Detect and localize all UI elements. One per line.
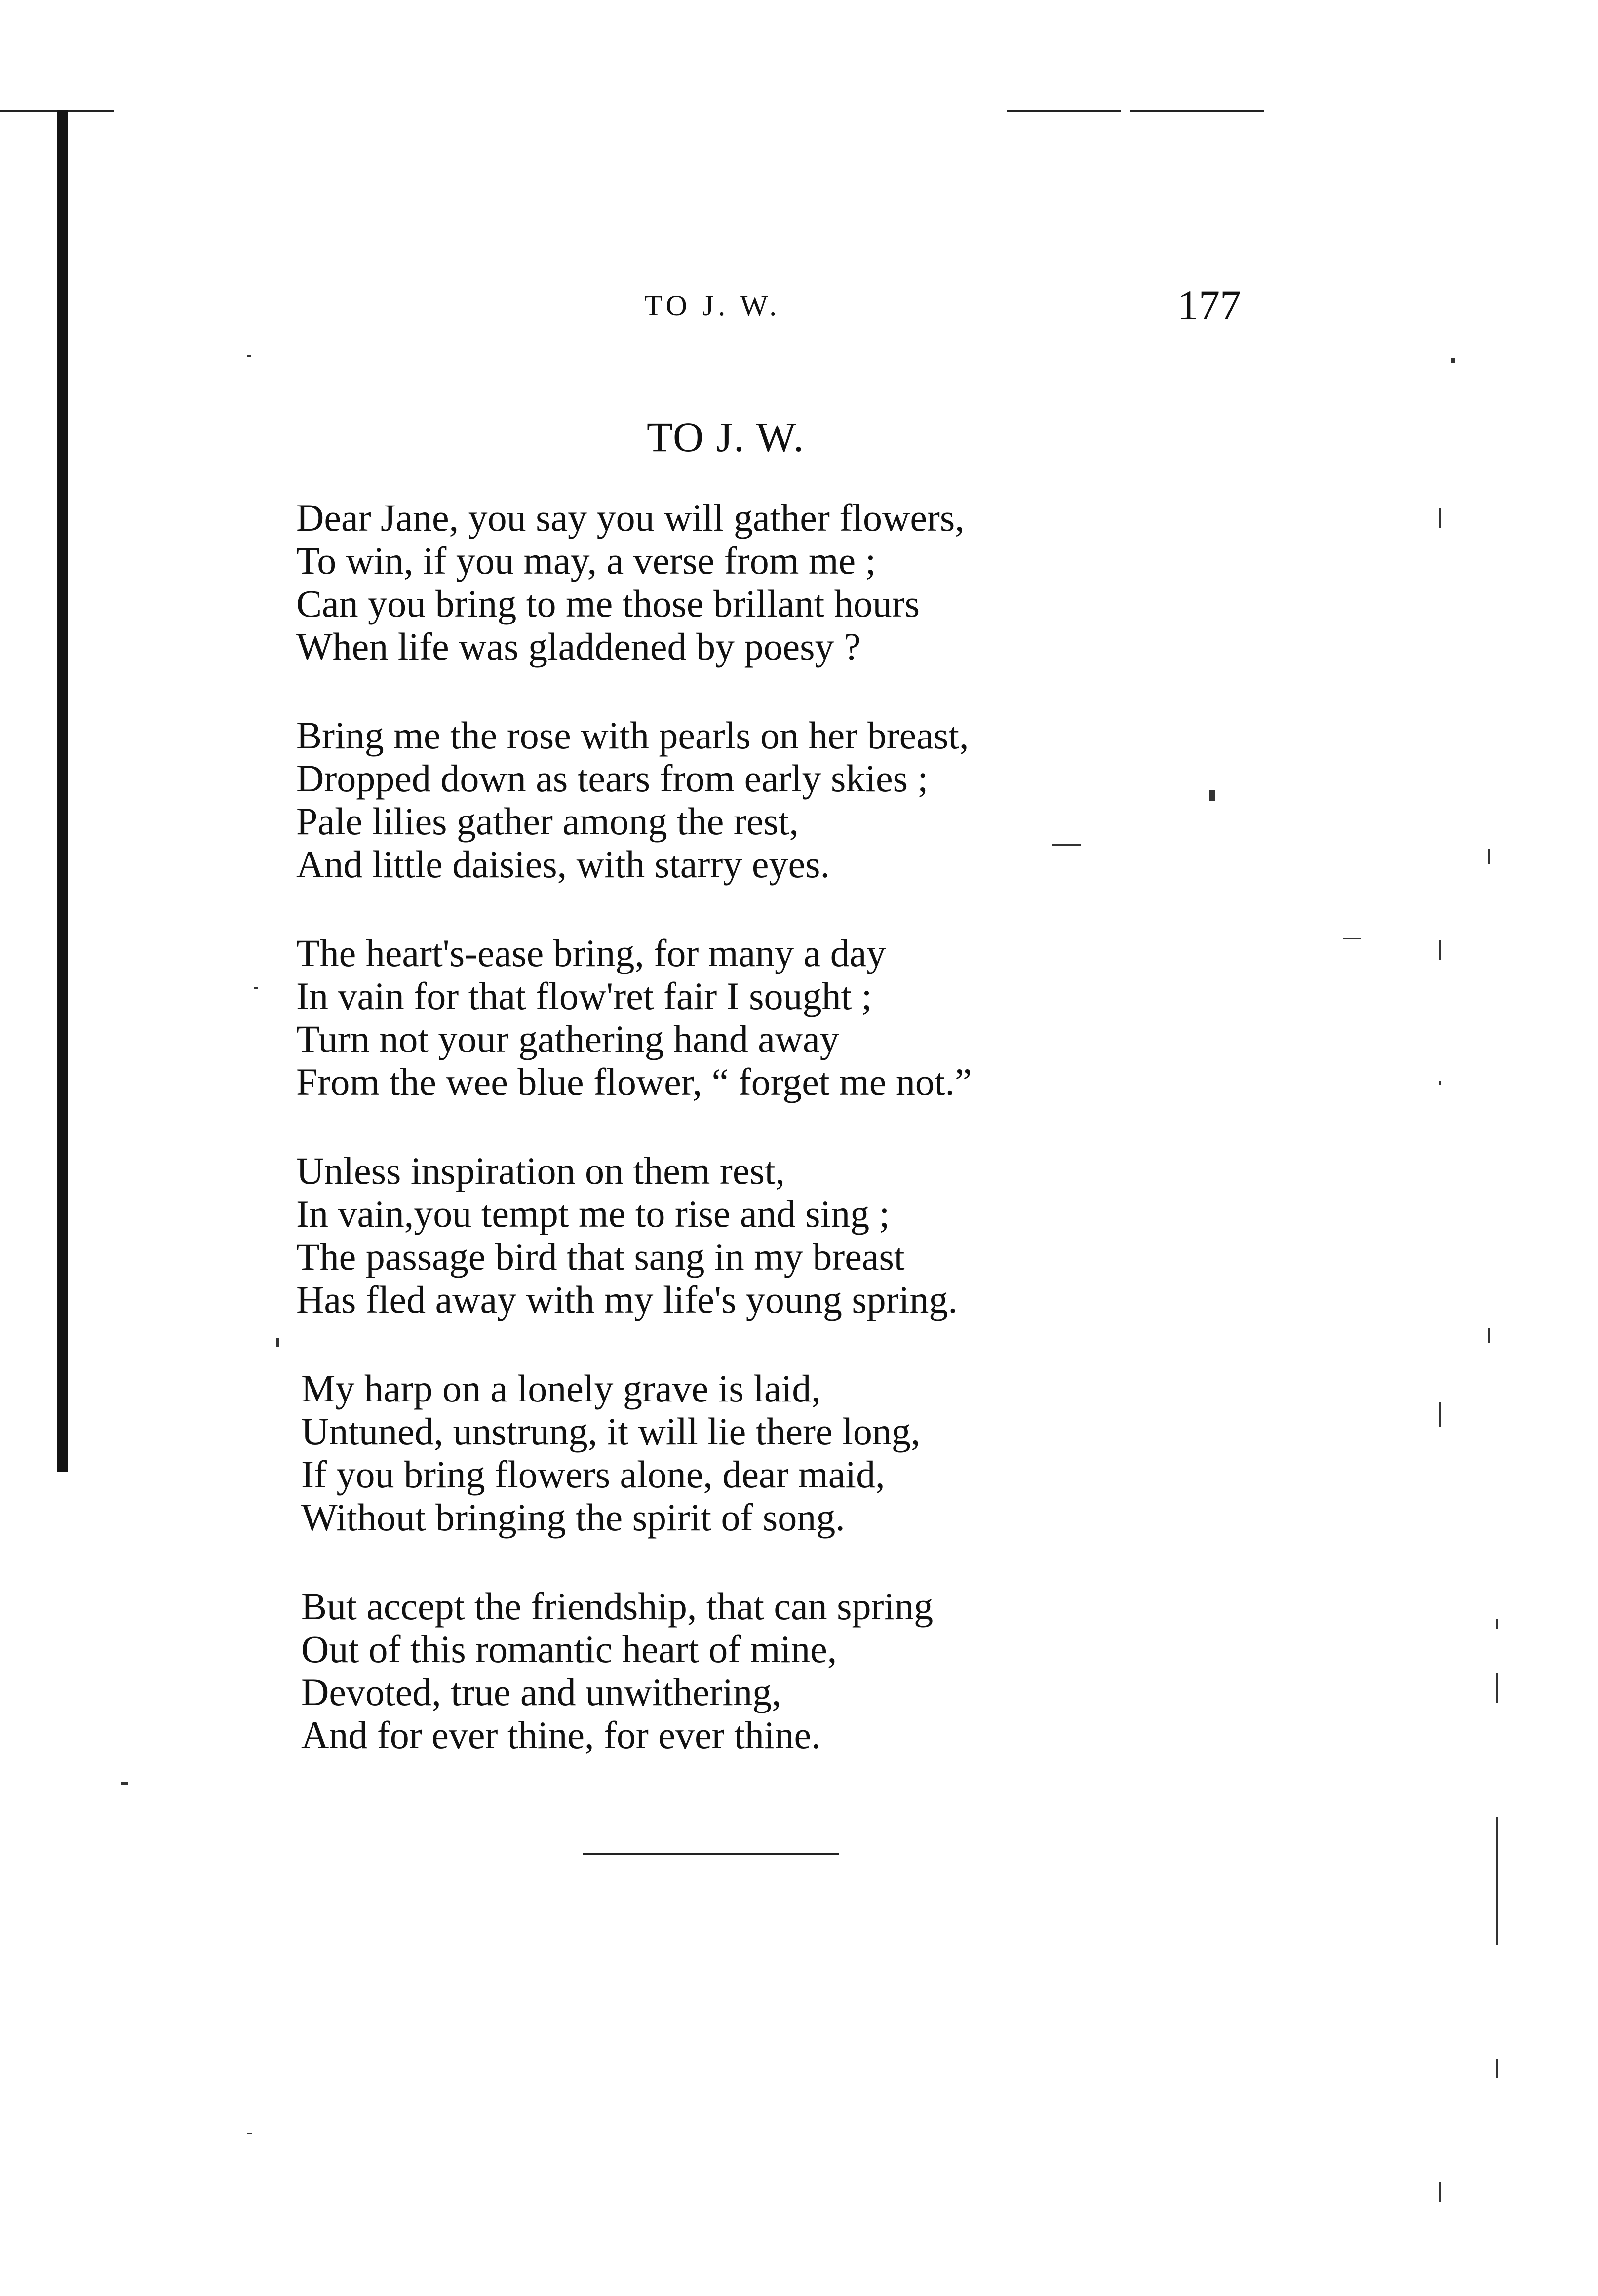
poem-line: In vain,you tempt me to rise and sing ; [296, 1192, 890, 1235]
scan-binding-shadow [57, 110, 68, 1472]
stanza-1 [296, 496, 1382, 668]
poem-line: And for ever thine, for ever thine. [301, 1713, 821, 1756]
stanza-2 [296, 714, 1382, 886]
poem-line: My harp on a lonely grave is laid, [301, 1367, 821, 1410]
poem-line: Pale lilies gather among the rest, [296, 800, 799, 843]
poem-line: To win, if you may, a verse from me ; [296, 539, 876, 582]
poem-line: Unless inspiration on them rest, [296, 1149, 785, 1192]
poem-line: When life was gladdened by poesy ? [296, 625, 861, 668]
stanza-3 [296, 932, 1382, 1103]
poem-line: But accept the friendship, that can spring [301, 1585, 934, 1628]
scan-binding-edge [0, 110, 114, 112]
poem-line: From the wee blue flower, “ forget me not.” [296, 1060, 972, 1103]
poem-line: If you bring flowers alone, dear maid, [301, 1453, 885, 1496]
poem-line: And little daisies, with starry eyes. [296, 843, 830, 886]
stanza-6 [296, 1585, 1382, 1756]
poem-line: The heart's-ease bring, for many a day [296, 932, 886, 974]
poem-line: Dropped down as tears from early skies ; [296, 757, 929, 800]
poem-line: Can you bring to me those brillant hours [296, 582, 920, 625]
page-number: 177 [1177, 281, 1241, 329]
poem-line: Untuned, unstrung, it will lie there long, [301, 1410, 921, 1453]
running-head: TO J. W. [644, 289, 781, 322]
poem-line: Dear Jane, you say you will gather flowers, [296, 496, 965, 539]
poem-line: In vain for that flow'ret fair I sought ; [296, 974, 872, 1017]
poem-body [296, 496, 1382, 1802]
poem-line: Out of this romantic heart of mine, [301, 1628, 837, 1671]
scan-top-rule [1007, 110, 1121, 112]
poem-line: The passage bird that sang in my breast [296, 1235, 905, 1278]
poem-line: Has fled away with my life's young spring. [296, 1278, 958, 1321]
scan-top-rule [1130, 110, 1264, 112]
stanza-5 [296, 1367, 1382, 1539]
poem-title: TO J. W. [647, 413, 805, 461]
end-rule [583, 1853, 839, 1855]
poem-line: Without bringing the spirit of song. [301, 1496, 845, 1539]
stanza-4 [296, 1149, 1382, 1321]
poem-line: Devoted, true and unwithering, [301, 1671, 781, 1713]
poem-line: Turn not your gathering hand away [296, 1017, 839, 1060]
poem-line: Bring me the rose with pearls on her breast, [296, 714, 969, 757]
